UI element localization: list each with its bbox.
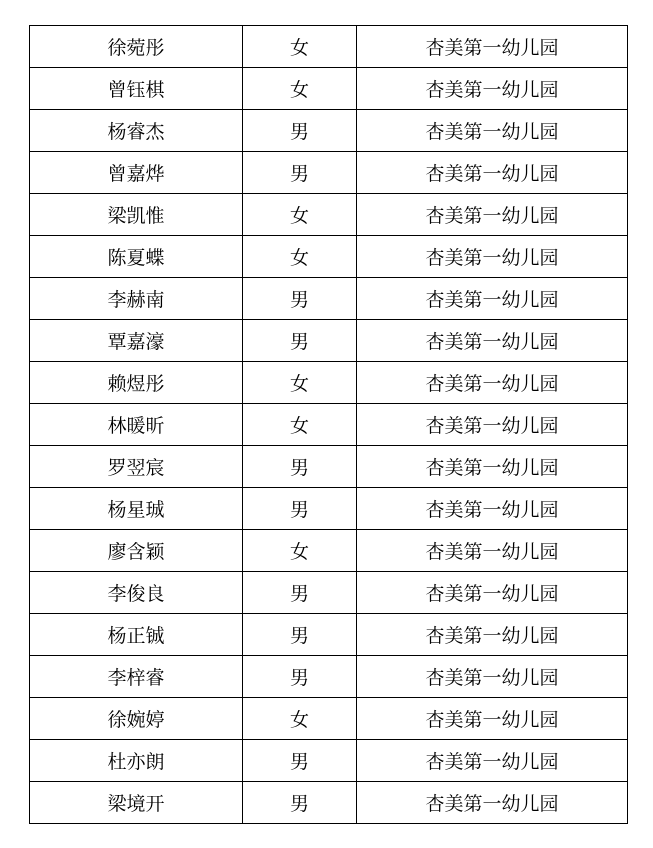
school-cell: 杏美第一幼儿园 (357, 68, 628, 110)
gender-cell: 女 (243, 26, 357, 68)
student-name-cell: 廖含颖 (30, 530, 243, 572)
table-row (30, 278, 628, 320)
table-row (30, 26, 628, 68)
gender-cell: 男 (243, 110, 357, 152)
table-row (30, 152, 628, 194)
school-cell: 杏美第一幼儿园 (357, 320, 628, 362)
gender-cell: 女 (243, 236, 357, 278)
table-row (30, 362, 628, 404)
school-cell: 杏美第一幼儿园 (357, 698, 628, 740)
gender-cell: 男 (243, 656, 357, 698)
table-row (30, 740, 628, 782)
gender-cell: 男 (243, 740, 357, 782)
school-cell: 杏美第一幼儿园 (357, 740, 628, 782)
school-cell: 杏美第一幼儿园 (357, 446, 628, 488)
gender-cell: 女 (243, 194, 357, 236)
school-cell: 杏美第一幼儿园 (357, 488, 628, 530)
gender-cell: 女 (243, 68, 357, 110)
gender-cell: 男 (243, 278, 357, 320)
gender-cell: 男 (243, 152, 357, 194)
gender-cell: 女 (243, 530, 357, 572)
student-name-cell: 梁境开 (30, 782, 243, 824)
school-cell: 杏美第一幼儿园 (357, 194, 628, 236)
gender-cell: 男 (243, 614, 357, 656)
table-row (30, 404, 628, 446)
table-row (30, 782, 628, 824)
school-cell: 杏美第一幼儿园 (357, 152, 628, 194)
school-cell: 杏美第一幼儿园 (357, 404, 628, 446)
table-row (30, 236, 628, 278)
school-cell: 杏美第一幼儿园 (357, 26, 628, 68)
school-cell: 杏美第一幼儿园 (357, 656, 628, 698)
gender-cell: 男 (243, 446, 357, 488)
gender-cell: 男 (243, 320, 357, 362)
school-cell: 杏美第一幼儿园 (357, 782, 628, 824)
gender-cell: 女 (243, 404, 357, 446)
school-cell: 杏美第一幼儿园 (357, 614, 628, 656)
student-name-cell: 李俊良 (30, 572, 243, 614)
school-cell: 杏美第一幼儿园 (357, 530, 628, 572)
student-name-cell: 陈夏蝶 (30, 236, 243, 278)
gender-cell: 男 (243, 782, 357, 824)
student-table (29, 25, 628, 824)
student-table-body (30, 26, 628, 824)
gender-cell: 男 (243, 572, 357, 614)
student-name-cell: 赖煜彤 (30, 362, 243, 404)
gender-cell: 女 (243, 698, 357, 740)
student-name-cell: 李赫南 (30, 278, 243, 320)
table-row (30, 488, 628, 530)
school-cell: 杏美第一幼儿园 (357, 362, 628, 404)
student-name-cell: 罗翌宸 (30, 446, 243, 488)
table-row (30, 446, 628, 488)
student-name-cell: 曾钰棋 (30, 68, 243, 110)
student-name-cell: 杨正铖 (30, 614, 243, 656)
gender-cell: 男 (243, 488, 357, 530)
table-row (30, 530, 628, 572)
student-name-cell: 林暖昕 (30, 404, 243, 446)
gender-cell: 女 (243, 362, 357, 404)
student-name-cell: 徐婉婷 (30, 698, 243, 740)
student-name-cell: 李梓睿 (30, 656, 243, 698)
student-name-cell: 覃嘉濠 (30, 320, 243, 362)
student-name-cell: 曾嘉烨 (30, 152, 243, 194)
student-name-cell: 徐菀彤 (30, 26, 243, 68)
student-name-cell: 杜亦朗 (30, 740, 243, 782)
student-name-cell: 梁凯惟 (30, 194, 243, 236)
table-row (30, 698, 628, 740)
table-row (30, 68, 628, 110)
table-row (30, 194, 628, 236)
school-cell: 杏美第一幼儿园 (357, 110, 628, 152)
table-row (30, 320, 628, 362)
table-row (30, 110, 628, 152)
table-row (30, 572, 628, 614)
student-name-cell: 杨星珹 (30, 488, 243, 530)
school-cell: 杏美第一幼儿园 (357, 572, 628, 614)
school-cell: 杏美第一幼儿园 (357, 236, 628, 278)
table-row (30, 614, 628, 656)
student-name-cell: 杨睿杰 (30, 110, 243, 152)
school-cell: 杏美第一幼儿园 (357, 278, 628, 320)
table-row (30, 656, 628, 698)
